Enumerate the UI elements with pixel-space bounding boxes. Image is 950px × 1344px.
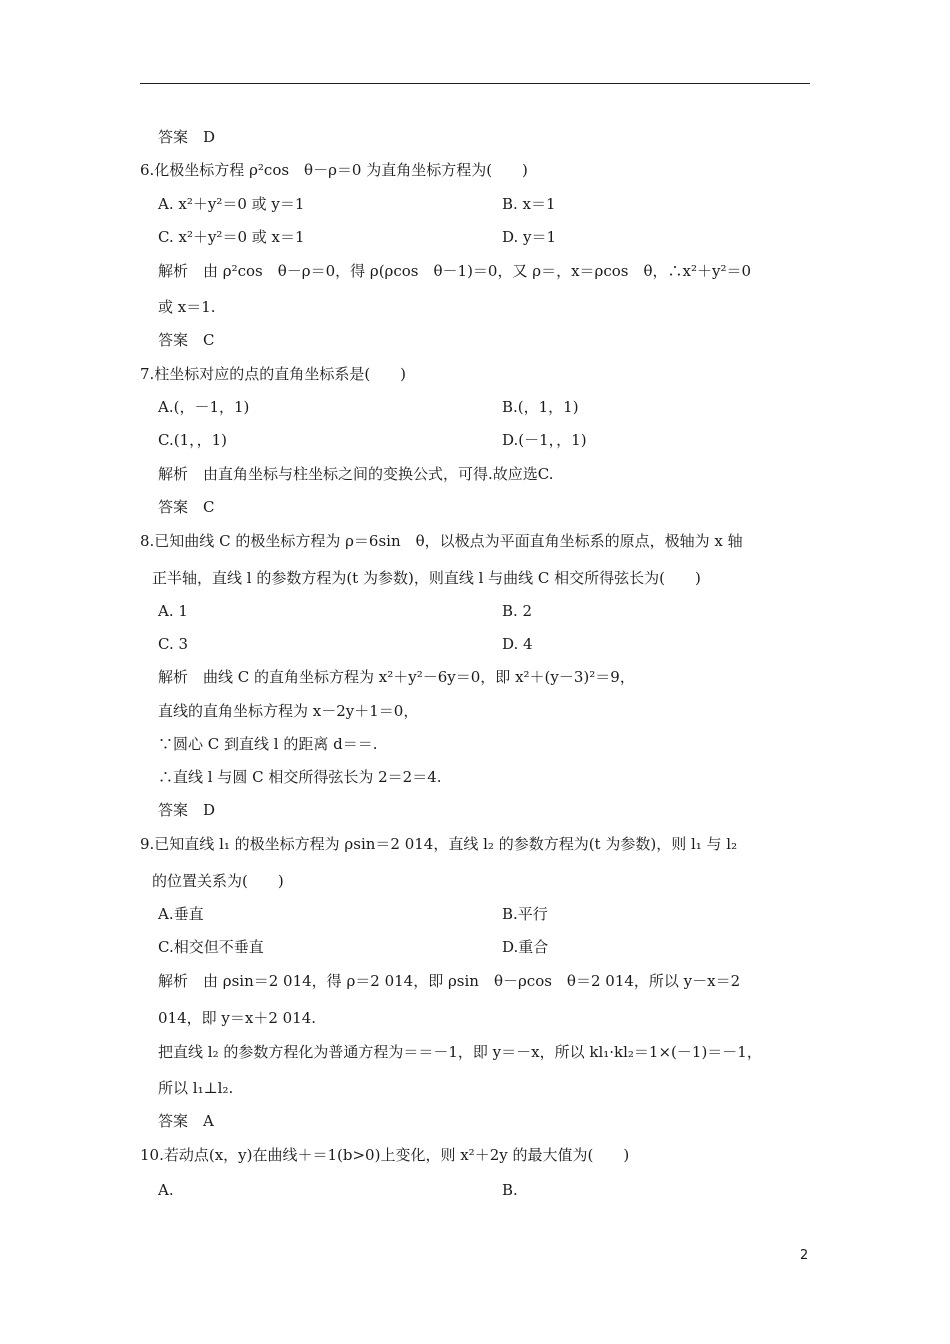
question-10-stem: 10.若动点(x，y)在曲线＋＝1(b>0)上变化，则 x²＋2y 的最大值为( ) [140,1146,630,1164]
question-6-stem: 6.化极坐标方程 ρ²cos θ－ρ＝0 为直角坐标方程为( ) [140,161,528,179]
q10-option-a: A. [158,1181,174,1199]
q7-option-c: C.(1，，1) [158,431,228,449]
q9-analysis-line-2: 014，即 y＝x＋2 014. [158,1009,317,1027]
question-8-stem-line-1: 8.已知曲线 C 的极坐标方程为 ρ＝6sin θ，以极点为平面直角坐标系的原点，极轴为 x 轴 [140,532,743,550]
q8-option-b: B. 2 [502,602,533,620]
q9-analysis-line-1: 解析 由 ρsin＝2 014，得 ρ＝2 014，即 ρsin θ－ρcos θ＝2 014，所以 y－x＝2 [158,972,741,990]
question-7-stem: 7.柱坐标对应的点的直角坐标系是( ) [140,365,407,383]
q8-option-c: C. 3 [158,635,189,653]
q6-analysis-line-2: 或 x＝1. [158,298,216,316]
answer-7: 答案 C [158,498,215,516]
q8-analysis-line-4: ∴直线 l 与圆 C 相交所得弦长为 2＝2＝4. [158,768,442,786]
q6-option-b: B. x＝1 [502,195,556,213]
q7-option-a: A.(，－1，1) [158,398,250,416]
q10-option-b: B. [502,1181,518,1199]
answer-8: 答案 D [158,801,216,819]
q9-analysis-line-4: 所以 l₁⊥l₂. [158,1079,234,1097]
q9-option-d: D.重合 [502,938,549,956]
q7-analysis: 解析 由直角坐标与柱坐标之间的变换公式，可得.故应选C. [158,465,554,483]
q8-analysis-line-1: 解析 曲线 C 的直角坐标方程为 x²＋y²－6y＝0，即 x²＋(y－3)²＝9， [158,668,635,686]
q6-analysis-line-1: 解析 由 ρ²cos θ－ρ＝0，得 ρ(ρcos θ－1)＝0，又 ρ＝，x＝ρcos θ，∴x²＋y²＝0 [158,262,752,280]
q6-option-a: A. x²＋y²＝0 或 y＝1 [158,195,305,213]
header-rule [140,83,810,84]
question-9-stem-line-2: 的位置关系为( ) [152,872,284,890]
q7-option-d: D.(－1，，1) [502,431,587,449]
question-8-stem-line-2: 正半轴，直线 l 的参数方程为(t 为参数)，则直线 l 与曲线 C 相交所得弦长为( ) [152,569,701,587]
q9-option-b: B.平行 [502,905,548,923]
q8-option-a: A. 1 [158,602,188,620]
q7-option-b: B.(，1，1) [502,398,579,416]
q9-analysis-line-3: 把直线 l₂ 的参数方程化为普通方程为＝＝－1，即 y＝－x，所以 kl₁·kl₂＝1×(－1)＝－1， [158,1043,762,1061]
q8-analysis-line-2: 直线的直角坐标方程为 x－2y＋1＝0， [158,702,419,720]
answer-5: 答案 D [158,128,216,146]
answer-9: 答案 A [158,1112,214,1130]
page-number: 2 [800,1248,809,1263]
q9-option-c: C.相交但不垂直 [158,938,264,956]
q6-option-c: C. x²＋y²＝0 或 x＝1 [158,228,305,246]
q8-analysis-line-3: ∵圆心 C 到直线 l 的距离 d＝＝. [158,735,378,753]
q8-option-d: D. 4 [502,635,533,653]
q6-option-d: D. y＝1 [502,228,557,246]
q9-option-a: A.垂直 [158,905,204,923]
answer-6: 答案 C [158,331,215,349]
question-9-stem-line-1: 9.已知直线 l₁ 的极坐标方程为 ρsin＝2 014，直线 l₂ 的参数方程为(t 为参数)，则 l₁ 与 l₂ [140,835,738,853]
